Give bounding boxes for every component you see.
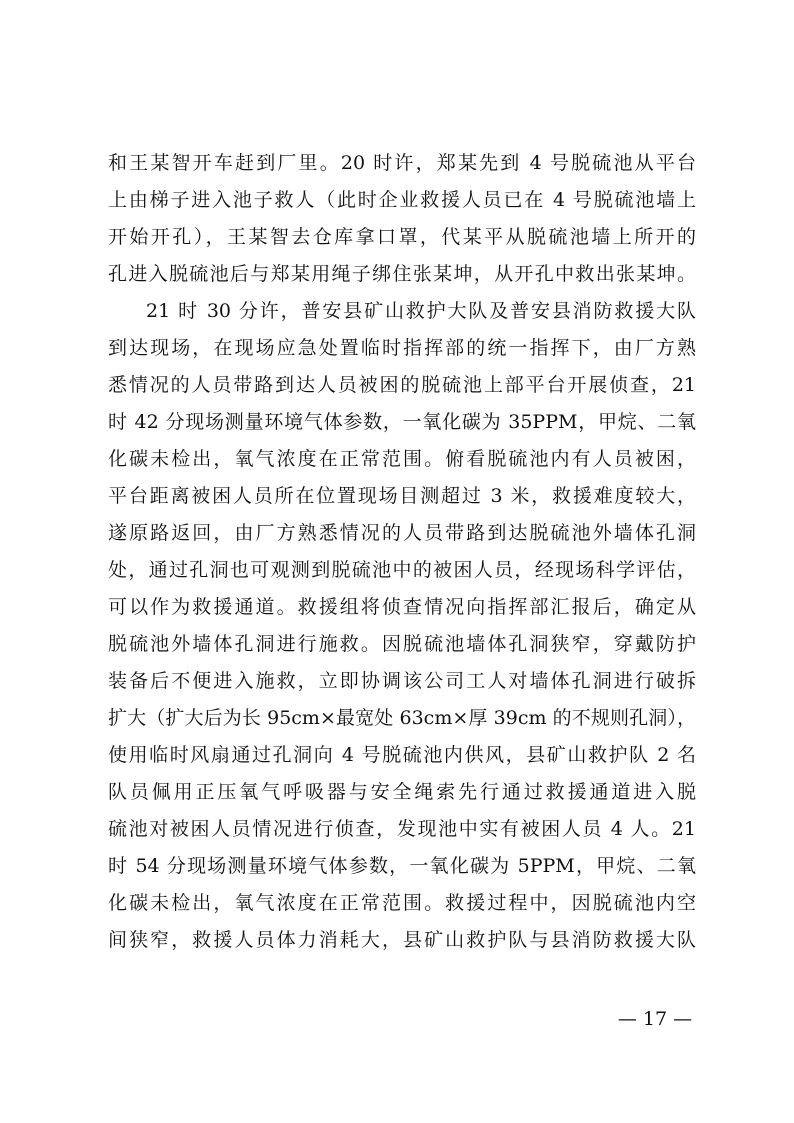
text-line: 21 时 30 分许，普安县矿山救护大队及普安县消防救援大队 — [146, 300, 696, 322]
text-line: 使用临时风扇通过孔洞向 4 号脱硫池内供风，县矿山救护队 2 名 — [108, 744, 696, 766]
text-line: 化碳未检出，氧气浓度在正常范围。俯看脱硫池内有人员被困， — [108, 448, 696, 470]
text-line: 时 42 分现场测量环境气体参数，一氧化碳为 35PPM，甲烷、二氧 — [108, 411, 696, 433]
body-text — [108, 145, 696, 959]
text-line: 装备后不便进入施救，立即协调该公司工人对墙体孔洞进行破拆 — [108, 670, 696, 692]
text-line: 化碳未检出，氧气浓度在正常范围。救援过程中，因脱硫池内空 — [108, 892, 696, 914]
text-line: 间狭窄，救援人员体力消耗大，县矿山救护队与县消防救援大队 — [108, 929, 696, 951]
text-line: 遂原路返回，由厂方熟悉情况的人员带路到达脱硫池外墙体孔洞 — [108, 522, 696, 544]
page-number: — 17 — — [617, 1008, 693, 1030]
text-line: 平台距离被困人员所在位置现场目测超过 3 米，救援难度较大， — [108, 485, 696, 507]
text-line: 开始开孔），王某智去仓库拿口罩，代某平从脱硫池墙上所开的 — [108, 226, 696, 248]
paragraph-2 — [108, 293, 696, 959]
text-line: 时 54 分现场测量环境气体参数，一氧化碳为 5PPM，甲烷、二氧 — [108, 855, 696, 877]
text-line: 可以作为救援通道。救援组将侦查情况向指挥部汇报后，确定从 — [108, 596, 696, 618]
text-line: 处，通过孔洞也可观测到脱硫池中的被困人员，经现场科学评估， — [108, 559, 696, 581]
paragraph-1 — [108, 145, 696, 293]
text-line: 悉情况的人员带路到达人员被困的脱硫池上部平台开展侦查，21 — [108, 374, 696, 396]
text-line: 队员佩用正压氧气呼吸器与安全绳索先行通过救援通道进入脱 — [108, 781, 696, 803]
text-line: 硫池对被困人员情况进行侦查，发现池中实有被困人员 4 人。21 — [108, 818, 696, 840]
text-line: 到达现场，在现场应急处置临时指挥部的统一指挥下，由厂方熟 — [108, 337, 696, 359]
text-line: 上由梯子进入池子救人（此时企业救援人员已在 4 号脱硫池墙上 — [108, 189, 696, 211]
text-line: 和王某智开车赶到厂里。20 时许，郑某先到 4 号脱硫池从平台 — [108, 152, 696, 174]
text-line: 孔进入脱硫池后与郑某用绳子绑住张某坤，从开孔中救出张某坤。 — [108, 263, 696, 285]
text-line: 脱硫池外墙体孔洞进行施救。因脱硫池墙体孔洞狭窄，穿戴防护 — [108, 633, 696, 655]
text-line: 扩大（扩大后为长 95cm×最宽处 63cm×厚 39cm 的不规则孔洞）， — [108, 707, 696, 729]
